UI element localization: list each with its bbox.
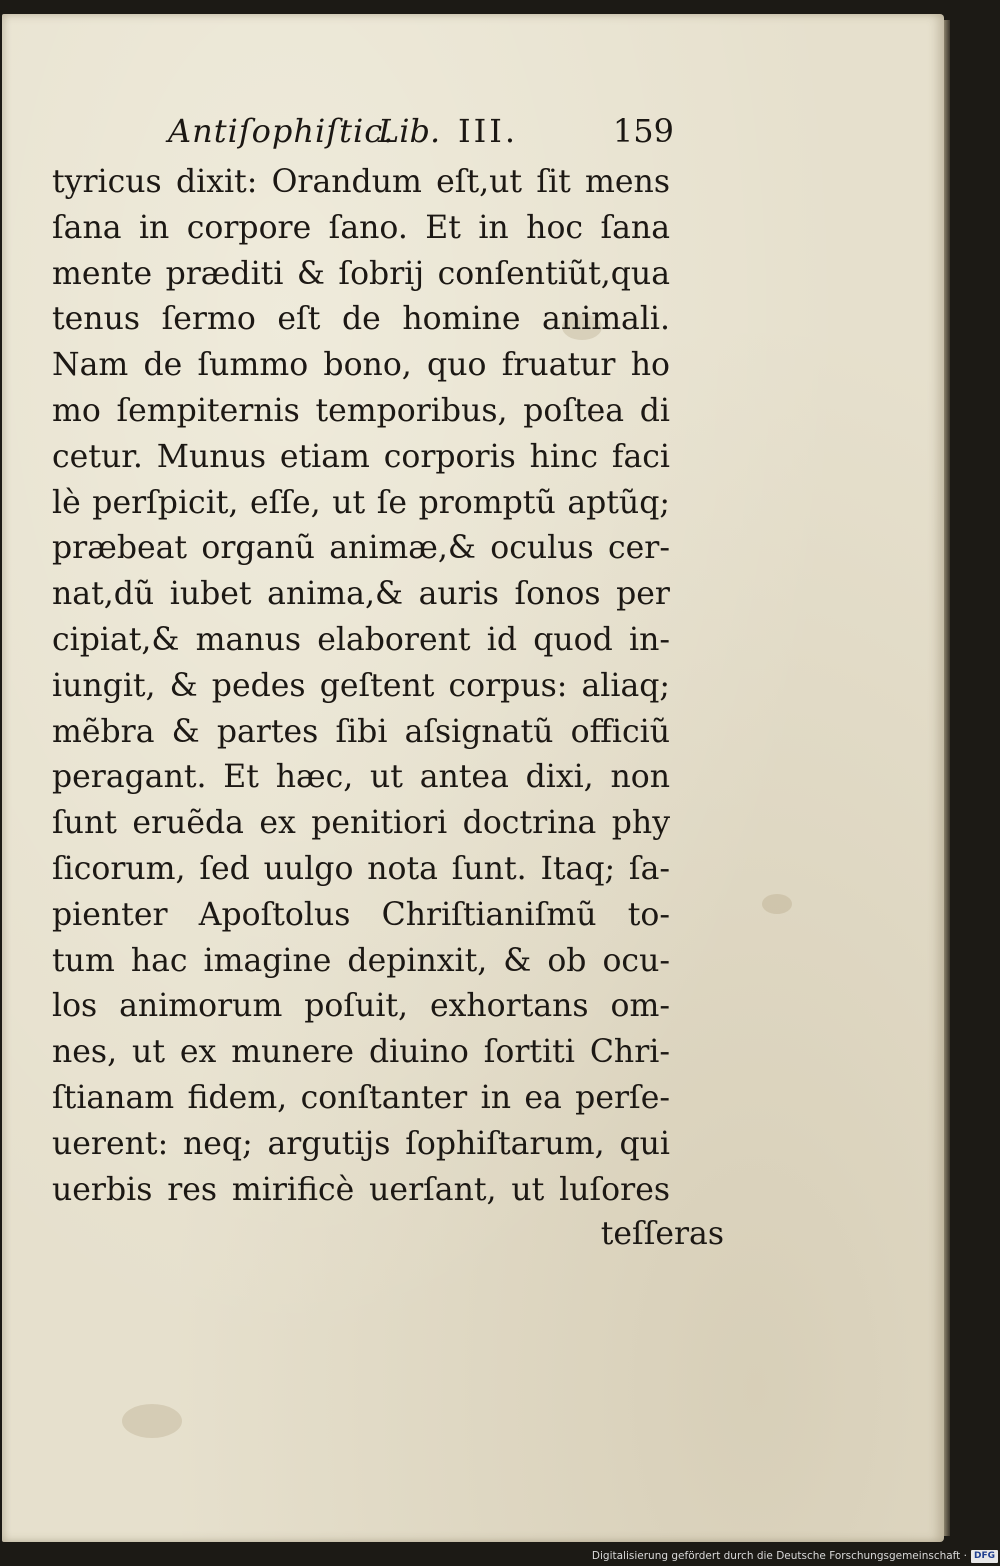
running-title: Antiſophiſtic. — [168, 112, 395, 150]
text-line: uerent: neq; argutijs ſophiſtarum, qui — [52, 1125, 670, 1162]
text-line: tum hac imagine depinxit, & ob ocu- — [52, 942, 670, 979]
running-header — [168, 112, 674, 162]
text-line: ſtianam fidem, conſtanter in ea perſe- — [52, 1079, 670, 1116]
text-line: cipiat,& manus elaborent id quod in- — [52, 621, 670, 658]
book-number: III. — [458, 112, 519, 150]
digitization-credit-bar — [591, 1546, 1000, 1566]
catchword: teſſeras — [600, 1216, 724, 1252]
text-line: tyricus dixit: Orandum eſt,ut ſit mens — [52, 164, 670, 200]
page-number: 159 — [612, 112, 674, 150]
text-line: ſicorum, ſed uulgo nota ſunt. Itaq; ſa- — [52, 850, 670, 887]
text-line: præbeat organũ animæ,& oculus cer- — [52, 530, 670, 567]
digitization-credit: Digitalisierung gefördert durch die Deutsche Forschungsgemeinschaft · — [591, 1550, 967, 1562]
page-edge — [944, 20, 950, 1536]
body-text — [52, 160, 670, 1213]
text-line: los animorum poſuit, exhortans om- — [52, 988, 670, 1025]
text-line: ſana in corpore ſano. Et in hoc ſana — [52, 209, 670, 246]
text-line: nat,dũ iubet anima,& auris ſonos per — [52, 576, 670, 613]
book-label: Lib. — [378, 112, 441, 150]
text-line: mente præditi & ſobrij conſentiũt,qua — [52, 255, 670, 292]
text-line: iungit, & pedes geſtent corpus: aliaq; — [52, 667, 670, 704]
text-line: Nam de ſummo bono, quo fruatur ho — [52, 347, 670, 384]
text-line: cetur. Munus etiam corporis hinc faci — [52, 438, 670, 475]
text-line: mẽbra & partes ſibi aſsignatũ officiũ — [52, 713, 670, 750]
paper-stain — [762, 894, 792, 914]
dfg-logo-icon: DFG — [971, 1550, 998, 1563]
text-line: tenus ſermo eſt de homine animali. — [52, 301, 670, 338]
text-line: pienter Apoſtolus Chriſtianiſmũ to- — [52, 896, 670, 933]
text-line: nes, ut ex munere diuino ſortiti Chri- — [52, 1034, 670, 1071]
text-line: peragant. Et hæc, ut antea dixi, non — [52, 759, 670, 796]
text-line: ſunt eruẽda ex penitiori doctrina phy — [52, 805, 670, 842]
paper-stain — [122, 1404, 182, 1438]
text-line: mo ſempiternis temporibus, poſtea di — [52, 392, 670, 429]
text-line: uerbis res mirificè uerſant, ut luſores — [52, 1171, 670, 1208]
text-line: lè perſpicit, eſſe, ut ſe promptũ aptũq; — [52, 484, 670, 521]
